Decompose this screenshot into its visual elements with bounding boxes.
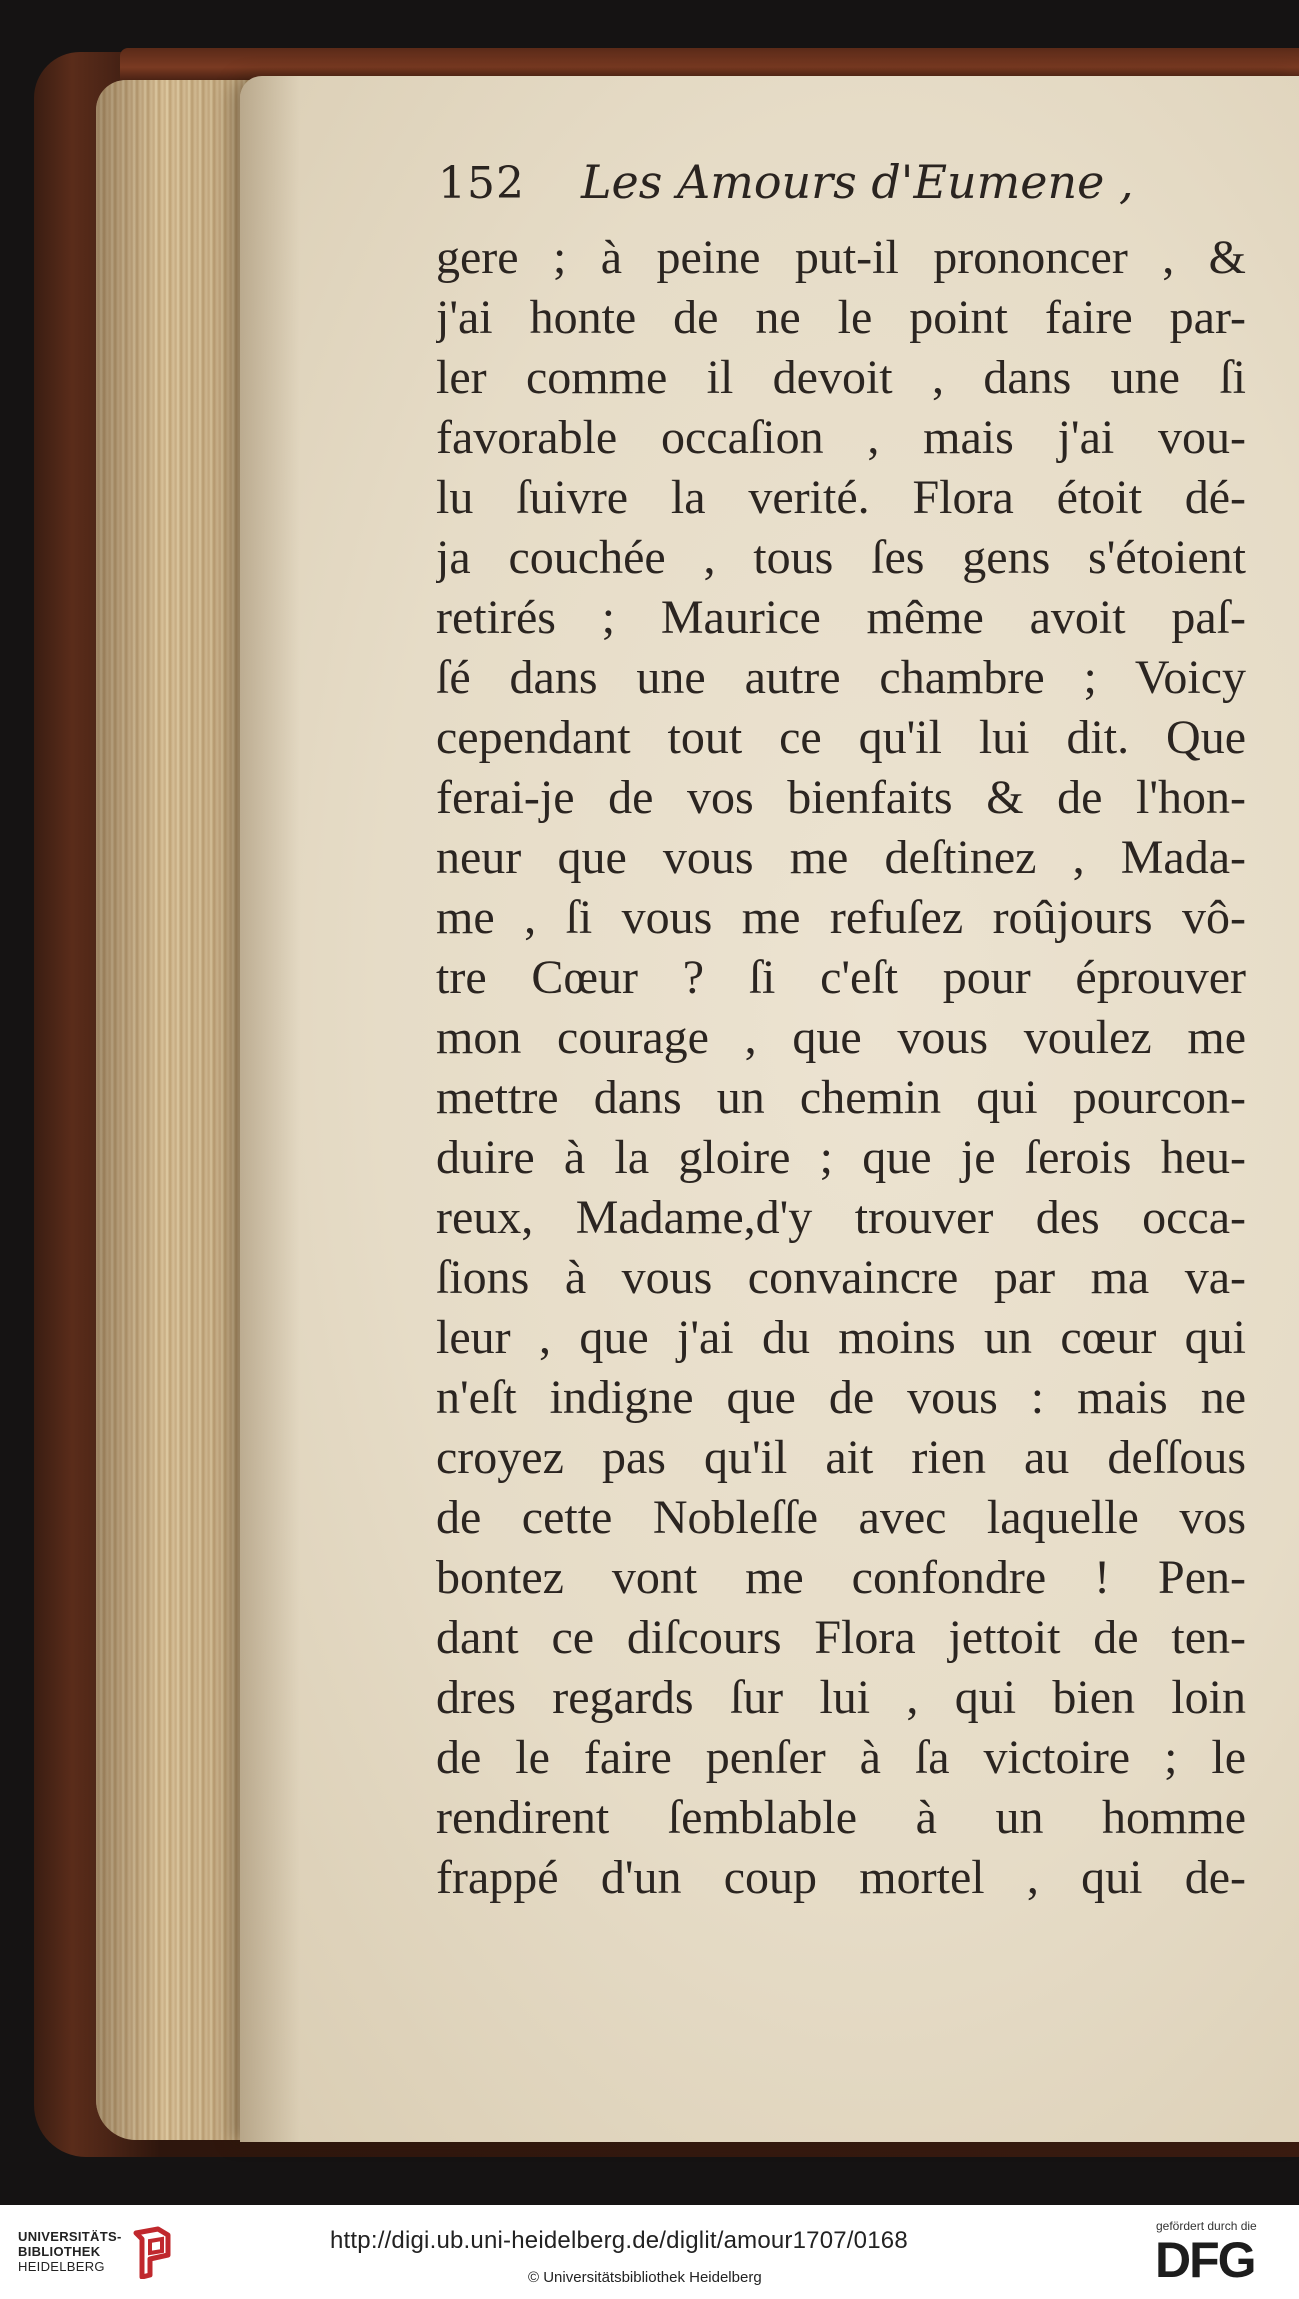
- library-name-line-1: UNIVERSITÄTS-: [18, 2229, 122, 2244]
- library-logo-icon: [128, 2225, 176, 2279]
- running-head: Les Amours d'Eumene ,: [580, 155, 1134, 209]
- text-line: reux, Madame,d'y trouver des occa-: [436, 1191, 1246, 1244]
- copyright-notice: © Universitätsbibliothek Heidelberg: [528, 2269, 762, 2286]
- text-line: mon courage , que vous voulez me: [436, 1011, 1246, 1064]
- text-line: rendirent ſemblable à un homme: [436, 1791, 1246, 1844]
- text-line: dant ce diſcours Flora jettoit de ten-: [436, 1611, 1246, 1664]
- text-line: ferai-je de vos bienfaits & de l'hon-: [436, 771, 1246, 824]
- text-line: leur , que j'ai du moins un cœur qui: [436, 1311, 1246, 1364]
- text-line: neur que vous me deſtinez , Mada-: [436, 831, 1246, 884]
- text-line: bontez vont me confondre ! Pen-: [436, 1551, 1246, 1604]
- text-line: lu ſuivre la verité. Flora étoit dé-: [436, 471, 1246, 524]
- permalink-url[interactable]: http://digi.ub.uni-heidelberg.de/diglit/amour1707/0168: [330, 2227, 908, 2254]
- text-line: croyez pas qu'il ait rien au deſſous: [436, 1431, 1246, 1484]
- text-line: ſé dans une autre chambre ; Voicy: [436, 651, 1246, 704]
- library-name-line-3: HEIDELBERG: [18, 2259, 105, 2274]
- text-line: ler comme il devoit , dans une ſi: [436, 351, 1246, 404]
- text-line: gere ; à peine put-il prononcer , &: [436, 231, 1246, 284]
- text-line: mettre dans un chemin qui pourcon-: [436, 1071, 1246, 1124]
- text-line: de cette Nobleſſe avec laquelle vos: [436, 1491, 1246, 1544]
- text-line: ja couchée , tous ſes gens s'étoient: [436, 531, 1246, 584]
- text-line: cependant tout ce qu'il lui dit. Que: [436, 711, 1246, 764]
- page-number: 152: [438, 158, 525, 209]
- page-header: [438, 152, 1258, 212]
- page-gutter-shadow: [240, 76, 300, 2142]
- text-line: me , ſi vous me refuſez roûjours vô-: [436, 891, 1246, 944]
- dfg-logo: DFG: [1155, 2232, 1255, 2288]
- text-line: j'ai honte de ne le point faire par-: [436, 291, 1246, 344]
- library-name-line-2: BIBLIOTHEK: [18, 2244, 101, 2259]
- text-line: retirés ; Maurice même avoit paſ-: [436, 591, 1246, 644]
- page-body-text: [436, 228, 1246, 1908]
- text-line: tre Cœur ? ſi c'eſt pour éprouver: [436, 951, 1246, 1004]
- text-line: n'eſt indigne que de vous : mais ne: [436, 1371, 1246, 1424]
- text-line: favorable occaſion , mais j'ai vou-: [436, 411, 1246, 464]
- viewer-footer: [0, 2205, 1299, 2299]
- library-logo-text: [18, 2229, 122, 2274]
- text-line: frappé d'un coup mortel , qui de-: [436, 1851, 1246, 1904]
- text-line: ſions à vous convaincre par ma va-: [436, 1251, 1246, 1304]
- funding-note: gefördert durch die: [1156, 2219, 1257, 2233]
- text-line: de le faire penſer à ſa victoire ; le: [436, 1731, 1246, 1784]
- text-line: dres regards ſur lui , qui bien loin: [436, 1671, 1246, 1724]
- text-line: duire à la gloire ; que je ſerois heu-: [436, 1131, 1246, 1184]
